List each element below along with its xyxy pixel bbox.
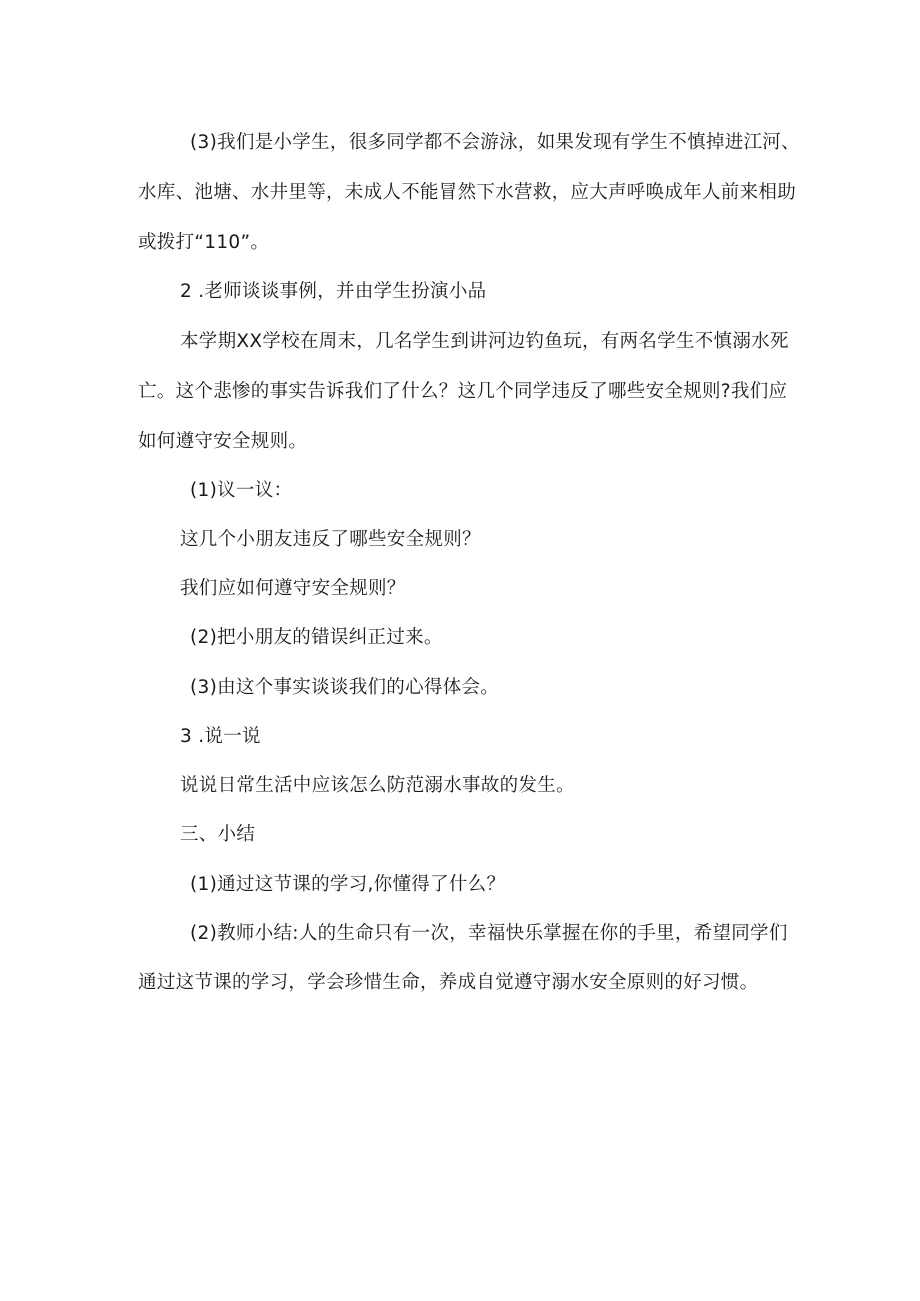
list-item: (2)教师小结:人的生命只有一次，幸福快乐掌握在你的手里，希望同学们 — [190, 923, 788, 944]
section-heading: 2 .老师谈谈事例，并由学生扮演小品 — [180, 281, 487, 302]
paragraph-line: 我们应如何遵守安全规则？ — [180, 578, 406, 599]
list-item: (2)把小朋友的错误纠正过来。 — [190, 627, 443, 648]
section-heading: 3 .说一说 — [180, 726, 261, 747]
paragraph-line: 本学期XX学校在周末，几名学生到讲河边钓鱼玩，有两名学生不慎溺水死 — [180, 331, 789, 352]
section-heading: 三、小结 — [180, 824, 256, 845]
paragraph-line: 或拨打“110”。 — [138, 232, 270, 253]
paragraph-line: 亡。这个悲惨的事实告诉我们了什么？这几个同学违反了哪些安全规则?我们应 — [138, 381, 788, 402]
list-item: (1)通过这节课的学习,你懂得了什么？ — [190, 874, 506, 895]
paragraph-line: 这几个小朋友违反了哪些安全规则？ — [180, 529, 481, 550]
paragraph-line: 说说日常生活中应该怎么防范溺水事故的发生。 — [180, 775, 575, 796]
list-item: (3)由这个事实谈谈我们的心得体会。 — [190, 677, 500, 698]
paragraph-line: 水库、池塘、水井里等，未成人不能冒然下水营救，应大声呼唤成年人前来相助 — [138, 182, 797, 203]
paragraph-line: 如何遵守安全规则。 — [138, 431, 308, 452]
list-item: (1)议一议： — [190, 480, 293, 501]
paragraph-line: (3)我们是小学生，很多同学都不会游泳，如果发现有学生不慎掉进江河、 — [190, 132, 800, 153]
paragraph-line: 通过这节课的学习，学会珍惜生命，养成自觉遵守溺水安全原则的好习惯。 — [138, 972, 759, 993]
